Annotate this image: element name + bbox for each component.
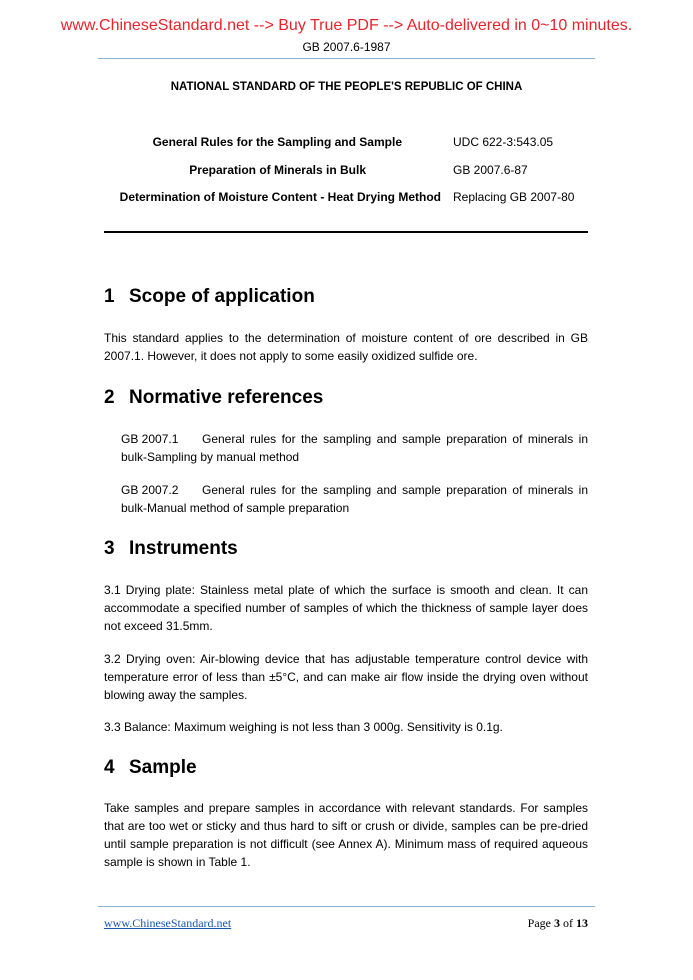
section-number: 3 xyxy=(104,538,115,559)
reference-text: General rules for the sampling and sample preparation of minerals in bulk-Sampling by manual method xyxy=(121,432,588,464)
section-heading xyxy=(104,757,197,779)
section-title: Instruments xyxy=(129,538,238,559)
page-prefix: Page xyxy=(527,916,554,930)
header-rule xyxy=(98,58,595,59)
title-row xyxy=(0,190,693,208)
title-divider xyxy=(104,231,588,233)
section-heading xyxy=(104,387,323,409)
section-heading xyxy=(104,286,315,308)
title-row xyxy=(0,163,693,181)
title-line: General Rules for the Sampling and Sample xyxy=(152,135,402,149)
section-heading xyxy=(104,538,238,560)
reference-text: General rules for the sampling and sample preparation of minerals in bulk-Manual method of sample preparation xyxy=(121,483,588,515)
watermark-banner[interactable]: www.ChineseStandard.net --> Buy True PDF --> Auto-delivered in 0~10 minutes. xyxy=(60,17,633,34)
page-separator: of xyxy=(560,916,576,930)
title-row xyxy=(0,135,693,153)
page-header: GB 2007.6-1987 xyxy=(302,40,391,54)
paragraph: This standard applies to the determination of moisture content of ore described in GB 2007.1. However, it does not apply to some easily oxidized sulfide ore. xyxy=(104,331,588,363)
title-line: Determination of Moisture Content - Heat Drying Method xyxy=(119,190,441,204)
footer-link[interactable]: www.ChineseStandard.net xyxy=(104,916,232,930)
page-number xyxy=(528,916,588,931)
udc-code: UDC 622-3:543.05 xyxy=(453,135,554,149)
section-title: Normative references xyxy=(129,387,324,408)
paragraph: Take samples and prepare samples in accordance with relevant standards. For samples that are too wet or sticky and thus hard to sift or crush or divide, samples can be pre-dried until sample preparation is not difficult (see Annex A). Minimum mass of required aqueous sample is shown in Table 1. xyxy=(104,801,588,869)
paragraph: 3.3 Balance: Maximum weighing is not less than 3 000g. Sensitivity is 0.1g. xyxy=(104,720,503,734)
footer-rule xyxy=(98,906,595,907)
section-number: 2 xyxy=(104,387,115,408)
reference-item xyxy=(121,481,588,517)
reference-code: GB 2007.2 xyxy=(121,483,179,497)
section-number: 1 xyxy=(104,286,115,307)
reference-item xyxy=(121,430,588,466)
section-title: Scope of application xyxy=(129,286,315,307)
current-page: 3 xyxy=(554,916,560,930)
paragraph: 3.1 Drying plate: Stainless metal plate of which the surface is smooth and clean. It can accommodate a specified number of samples of which the thickness of sample layer does not exceed 31.5mm. xyxy=(104,583,588,633)
total-pages: 13 xyxy=(576,916,588,930)
section-number: 4 xyxy=(104,757,115,778)
title-line: Preparation of Minerals in Bulk xyxy=(189,163,366,177)
section-title: Sample xyxy=(129,757,197,778)
reference-code: GB 2007.1 xyxy=(121,432,179,446)
standard-code: GB 2007.6-87 xyxy=(453,163,528,177)
replacing-code: Replacing GB 2007-80 xyxy=(453,190,575,204)
paragraph: 3.2 Drying oven: Air-blowing device that has adjustable temperature control device with temperature error of less than ±5°C, and can make air flow inside the drying oven without blowing away the samples. xyxy=(104,652,588,702)
national-title: NATIONAL STANDARD OF THE PEOPLE'S REPUBLIC OF CHINA xyxy=(170,81,523,93)
